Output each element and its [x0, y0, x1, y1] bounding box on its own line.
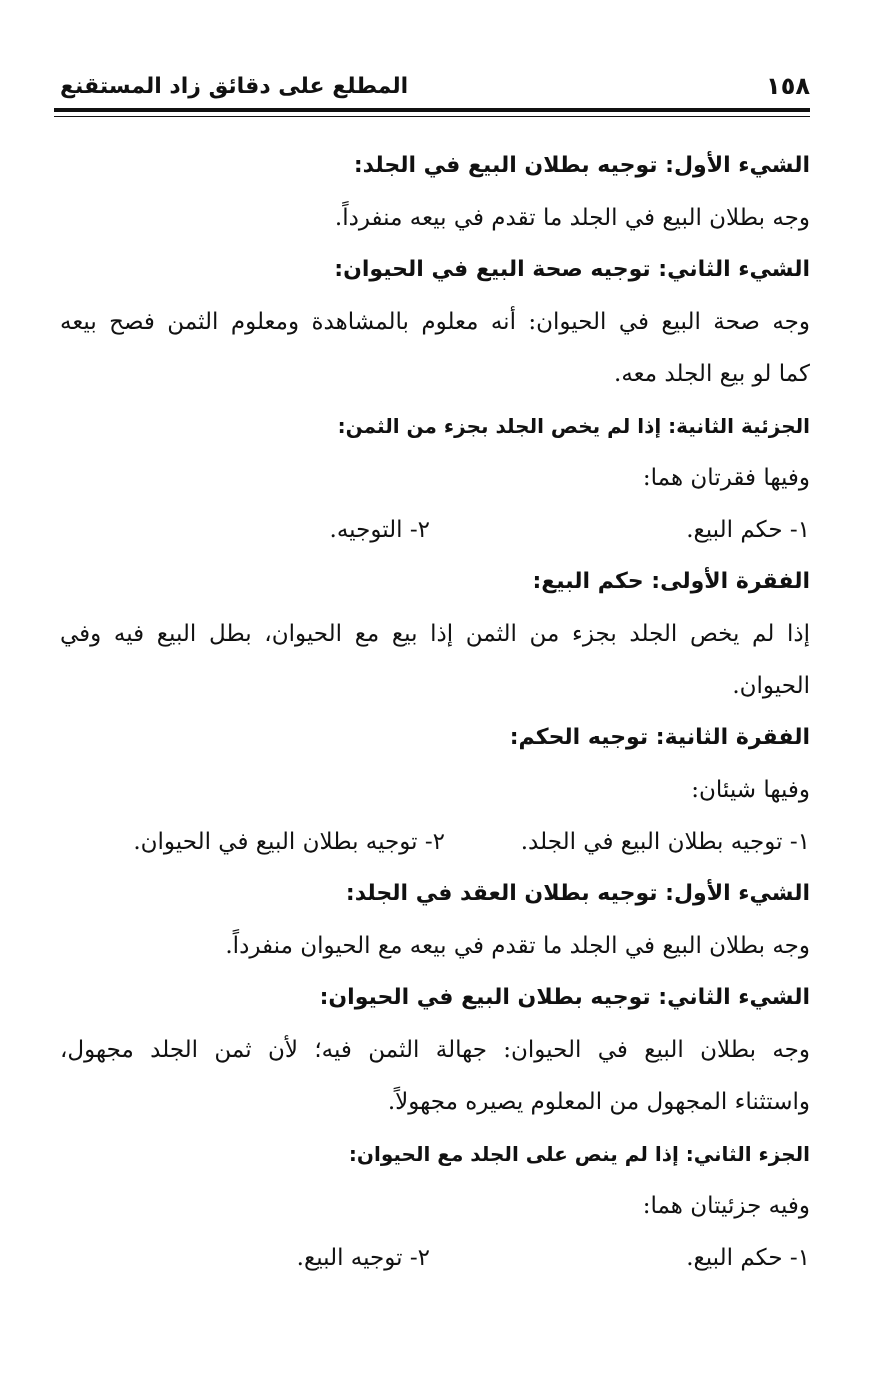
list-item: ٢- توجيه بطلان البيع في الحيوان. — [133, 829, 445, 855]
paragraph-line: وفيها شيئان: — [691, 777, 810, 803]
heading: الفقرة الثانية: توجيه الحكم: — [509, 725, 810, 750]
paragraph-line: الحيوان. — [732, 673, 810, 699]
list-item: ١- توجيه بطلان البيع في الجلد. — [520, 829, 810, 855]
heading: الشيء الثاني: توجيه بطلان البيع في الحيوان: — [319, 985, 810, 1010]
paragraph-line: وجه بطلان البيع في الجلد ما تقدم في بيعه مع الحيوان منفرداً. — [225, 933, 810, 959]
book-page — [60, 62, 810, 1362]
paragraph-line: كما لو بيع الجلد معه. — [614, 361, 810, 387]
page-number: ١٥٨ — [766, 72, 810, 100]
header-rule-thick — [54, 108, 810, 112]
paragraph-line: إذا لم يخص الجلد بجزء من الثمن إذا بيع مع الحيوان، بطل البيع فيه وفي — [60, 621, 810, 647]
numbered-list-row — [60, 504, 810, 556]
paragraph-line: وفيها فقرتان هما: — [642, 465, 810, 491]
numbered-list-row — [60, 1232, 810, 1284]
paragraph-line: وفيه جزئيتان هما: — [642, 1193, 810, 1219]
list-item: ٢- توجيه البيع. — [296, 1245, 430, 1271]
list-item: ٢- التوجيه. — [329, 517, 430, 543]
running-title: المطلع على دقائق زاد المستقنع — [60, 74, 409, 99]
page-body — [60, 140, 810, 1284]
paragraph-line: وجه صحة البيع في الحيوان: أنه معلوم بالمشاهدة ومعلوم الثمن فصح بيعه — [60, 309, 810, 335]
page-header — [60, 62, 810, 106]
paragraph-line: واستثناء المجهول من المعلوم يصيره مجهولاً. — [387, 1089, 810, 1115]
subheading: الجزئية الثانية: إذا لم يخص الجلد بجزء من الثمن: — [337, 414, 810, 438]
heading: الشيء الثاني: توجيه صحة البيع في الحيوان: — [334, 257, 810, 282]
paragraph-line: وجه بطلان البيع في الجلد ما تقدم في بيعه منفرداً. — [334, 205, 810, 231]
heading: الشيء الأول: توجيه بطلان البيع في الجلد: — [353, 153, 810, 178]
numbered-list-row — [60, 816, 810, 868]
subheading: الجزء الثاني: إذا لم ينص على الجلد مع الحيوان: — [348, 1142, 810, 1166]
heading: الفقرة الأولى: حكم البيع: — [532, 569, 810, 594]
paragraph-line: وجه بطلان البيع في الحيوان: جهالة الثمن فيه؛ لأن ثمن الجلد مجهول، — [60, 1037, 810, 1063]
heading: الشيء الأول: توجيه بطلان العقد في الجلد: — [345, 881, 810, 906]
list-item: ١- حكم البيع. — [686, 517, 810, 543]
header-rule-thin — [54, 116, 810, 117]
list-item: ١- حكم البيع. — [686, 1245, 810, 1271]
